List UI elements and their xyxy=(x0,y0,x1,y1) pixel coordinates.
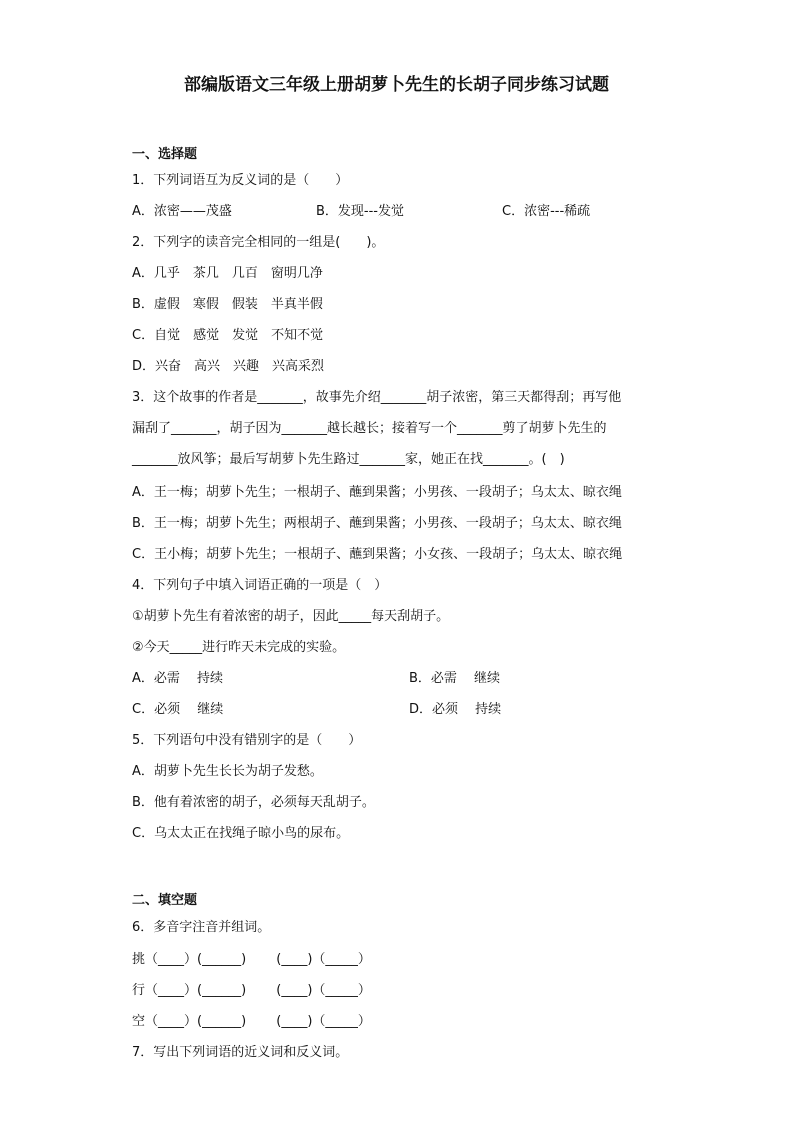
question-4-option-c: C．必须 继续 xyxy=(132,702,224,717)
question-3-line-1: 3．这个故事的作者是_______，故事先介绍_______胡子浓密，第三天都得刮；再写他 xyxy=(132,390,622,405)
question-1-option-b: B．发现---发觉 xyxy=(316,204,404,219)
question-5-option-c: C．乌太太正在找绳子晾小鸟的尿布。 xyxy=(132,826,350,841)
question-2-stem: 2．下列字的读音完全相同的一组是( )。 xyxy=(132,235,385,250)
question-2-option-c: C．自觉 感觉 发觉 不知不觉 xyxy=(132,328,324,343)
question-4-option-a: A．必需 持续 xyxy=(132,671,224,686)
section-heading-choice: 一、选择题 xyxy=(132,147,198,162)
question-5-option-a: A．胡萝卜先生长长为胡子发愁。 xyxy=(132,764,323,779)
question-6-row-2: 行（____）(______) (____)（_____） xyxy=(132,983,371,998)
question-2-option-b: B．虚假 寒假 假装 半真半假 xyxy=(132,297,323,312)
page-title: 部编版语文三年级上册胡萝卜先生的长胡子同步练习试题 xyxy=(184,75,609,95)
question-4-option-b: B．必需 继续 xyxy=(409,671,501,686)
question-5-stem: 5．下列语句中没有错别字的是（ ） xyxy=(132,733,362,748)
section-heading-fill: 二、填空题 xyxy=(132,893,198,908)
question-1-option-c: C．浓密---稀疏 xyxy=(502,204,591,219)
question-6-stem: 6．多音字注音并组词。 xyxy=(132,920,271,935)
question-6-row-1: 挑（____）(______) (____)（_____） xyxy=(132,952,371,967)
question-3-line-3: _______放风筝；最后写胡萝卜先生路过_______家，她正在找_______。( ) xyxy=(132,452,565,467)
question-7-stem: 7．写出下列词语的近义词和反义词。 xyxy=(132,1045,349,1060)
question-4-sentence-1: ①胡萝卜先生有着浓密的胡子，因此_____每天刮胡子。 xyxy=(132,609,450,624)
question-2-option-a: A．几乎 茶几 几百 窗明几净 xyxy=(132,266,323,281)
question-4-sentence-2: ②今天_____进行昨天未完成的实验。 xyxy=(132,640,346,655)
question-4-stem: 4．下列句子中填入词语正确的一项是（ ） xyxy=(132,578,388,593)
question-3-line-2: 漏刮了_______，胡子因为_______越长越长；接着写一个_______剪了胡萝卜先生的 xyxy=(132,421,607,436)
question-3-option-a: A．王一梅；胡萝卜先生；一根胡子、蘸到果酱；小男孩、一段胡子；乌太太、晾衣绳 xyxy=(132,485,622,500)
question-4-option-d: D．必须 持续 xyxy=(409,702,502,717)
question-2-option-d: D．兴奋 高兴 兴趣 兴高采烈 xyxy=(132,359,325,374)
question-1-stem: 1．下列词语互为反义词的是（ ） xyxy=(132,173,349,188)
question-5-option-b: B．他有着浓密的胡子，必须每天乱胡子。 xyxy=(132,795,375,810)
question-3-option-c: C．王小梅；胡萝卜先生；一根胡子、蘸到果酱；小女孩、一段胡子；乌太太、晾衣绳 xyxy=(132,547,623,562)
question-3-option-b: B．王一梅；胡萝卜先生；两根胡子、蘸到果酱；小男孩、一段胡子；乌太太、晾衣绳 xyxy=(132,516,622,531)
question-1-option-a: A．浓密——茂盛 xyxy=(132,204,232,219)
question-6-row-3: 空（____）(______) (____)（_____） xyxy=(132,1014,371,1029)
